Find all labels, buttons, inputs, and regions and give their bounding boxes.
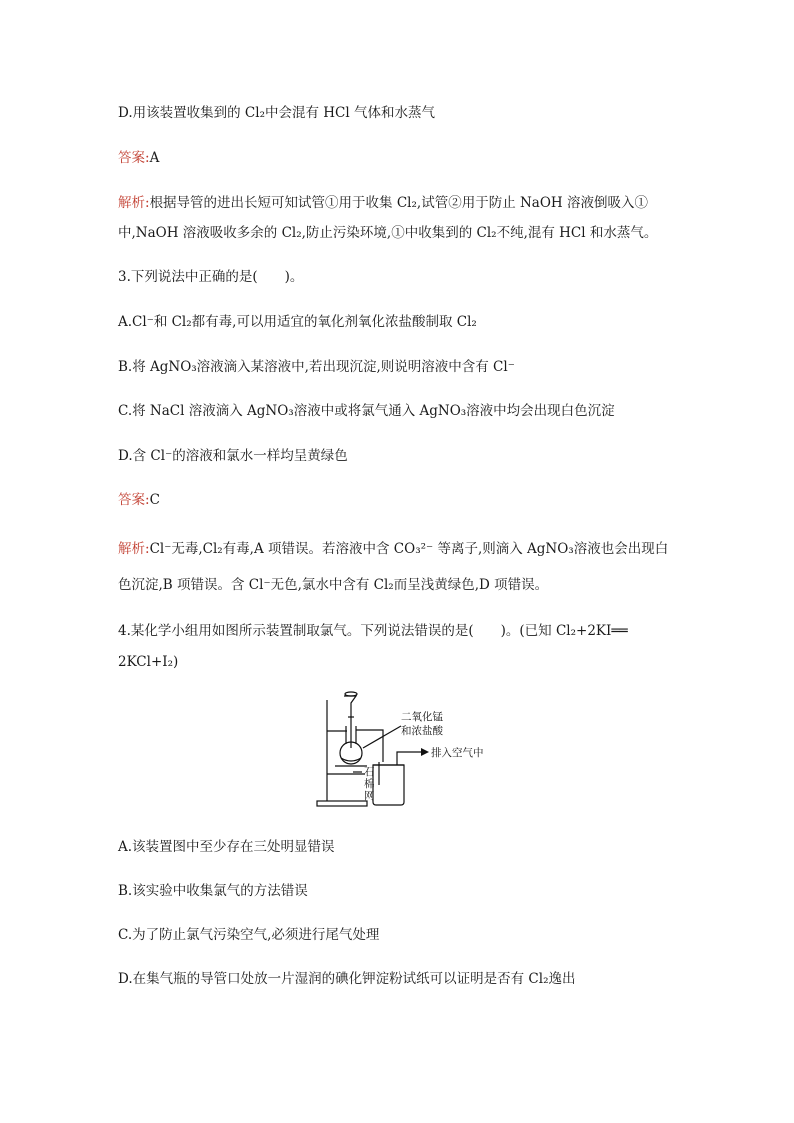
chlorine-apparatus-figure: [313, 690, 485, 810]
question-4-option-a: A.该装置图中至少存在三处明显错误: [118, 839, 335, 855]
explanation-3-line-1: [118, 540, 668, 558]
question-3: 3.下列说法中正确的是( )。: [118, 269, 304, 285]
stand-base: [317, 801, 367, 806]
question-3-option-b: B.将 AgNO₃溶液滴入某溶液中,若出现沉淀,则说明溶液中含有 Cl⁻: [118, 359, 515, 375]
answer-label: 答案:: [118, 150, 150, 166]
explanation-text: 根据导管的进出长短可知试管①用于收集 Cl₂,试管②用于防止 NaOH 溶液倒吸入①: [149, 195, 648, 211]
explanation-label: 解析:: [118, 541, 150, 557]
reagent-pointer: [363, 726, 401, 748]
answer-label: 答案:: [118, 492, 150, 508]
question-4-option-d: D.在集气瓶的导管口处放一片湿润的碘化钾淀粉试纸可以证明是否有 Cl₂逸出: [118, 971, 576, 987]
question-4-line-1: 4.某化学小组用如图所示装置制取氯气。下列说法错误的是( )。(已知 Cl₂+2KI══: [118, 623, 628, 639]
question-3-option-c: C.将 NaCl 溶液滴入 AgNO₃溶液中或将氯气通入 AgNO₃溶液中均会出现白色沉淀: [118, 403, 615, 419]
gas-collecting-bottle: [373, 765, 404, 805]
label-reagent-1: 二氧化锰: [401, 711, 443, 723]
label-exhaust: 排入空气中: [431, 747, 484, 759]
option-d-prev: D.用该装置收集到的 Cl₂中会混有 HCl 气体和水蒸气: [118, 105, 435, 121]
label-gauze-2: 棉: [364, 778, 375, 790]
funnel-top: [345, 692, 357, 696]
question-4-option-c: C.为了防止氯气污染空气,必须进行尾气处理: [118, 927, 380, 943]
question-3-option-d: D.含 Cl⁻的溶液和氯水一样均呈黄绿色: [118, 448, 348, 464]
answer-value: C: [149, 492, 160, 508]
apparatus-diagram: [313, 690, 485, 810]
explanation-3-line-2: 色沉淀,B 项错误。含 Cl⁻无色,氯水中含有 Cl₂而呈浅黄绿色,D 项错误。: [118, 577, 549, 593]
answer-value: A: [149, 150, 160, 166]
separatory-funnel: [344, 696, 356, 717]
explanation-2-line-1: [118, 194, 648, 212]
question-4-line-2: 2KCl+I₂): [118, 654, 179, 670]
answer-2: [118, 149, 159, 167]
exhaust-tube: [397, 752, 421, 765]
label-reagent-2: 和浓盐酸: [401, 725, 443, 737]
question-3-option-a: A.Cl⁻和 Cl₂都有毒,可以用适宜的氧化剂氧化浓盐酸制取 Cl₂: [118, 314, 477, 330]
explanation-text: Cl⁻无毒,Cl₂有毒,A 项错误。若溶液中含 CO₃²⁻ 等离子,则滴入 AgNO₃溶液也会出现白: [149, 541, 669, 557]
flask-liquid: [341, 758, 361, 761]
explanation-2-line-2: 中,NaOH 溶液吸收多余的 Cl₂,防止污染环境,①中收集到的 Cl₂不纯,混有 HCl 和水蒸气。: [118, 225, 658, 241]
answer-3: [118, 491, 160, 509]
explanation-label: 解析:: [118, 195, 150, 211]
arrow-icon: [421, 748, 429, 756]
label-gauze-3: 网: [364, 790, 375, 802]
label-gauze-1: 石: [364, 766, 375, 778]
question-4-option-b: B.该实验中收集氯气的方法错误: [118, 883, 308, 899]
